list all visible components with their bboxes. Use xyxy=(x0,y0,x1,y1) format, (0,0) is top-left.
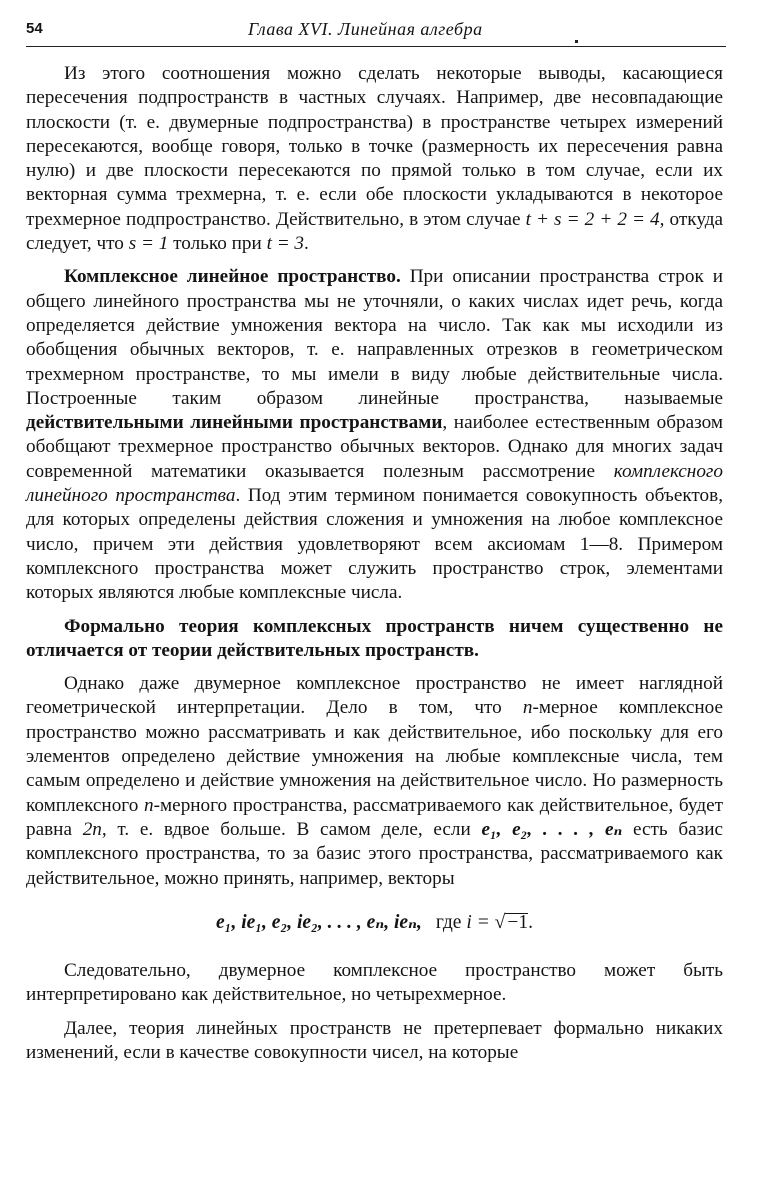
paragraph-complex-space: Комплексное линейное пространство. При описании пространства строк и общего линейного пространства мы не уточняли, о каких числах идет речь, когда определяется действие умножения вектора на число. Так как мы исходили из обобщения обычных векторов, т. е. направленных отрезков в геометрическом трехмерном пространстве, то мы имели в виду любые действительные числа. Построенные таким образом линейные пространства, называемые действительными линейными пространствами, наиболее естественным образом обобщают трехмерное пространство обычных векторов. Однако для многих задач современной математики оказывается полезным рассмотрение комплексного линейного пространства. Под этим термином понимается совокупность объектов, для которых определены действия сложения и умножения на любое комплексное число, причем эти действия удовлетворяют всем аксиомам 1—8. Примером комплексного пространства может служить пространство строк, элементами которых являются любые комплексные числа. xyxy=(26,266,724,604)
formula-vectors: e₁, ie₁, e₂, ie₂, . . . , eₙ, ieₙ, xyxy=(215,911,422,933)
page-body xyxy=(26,62,723,1065)
section-title: Комплексное линейное пространство. xyxy=(64,266,401,288)
formula-i-eq: i = xyxy=(466,911,495,933)
paragraph-intersections: Из этого соотношения можно сделать некоторые выводы, касающиеся пересечения подпространств в частных случаях. Например, две несовпадающие плоскости (т. е. двумерные подпространства) в пространстве четырех измерений пересекаются, вообще говоря, только в точке (размерность их пересечения равна нулю) и две плоскости пересекаются по прямой только в том случае, если их векторная сумма трехмерна, т. е. если обе плоскости укладываются в некоторое трехмерное подпространство. Действительно, в этом случае t + s = 2 + 2 = 4, откуда следует, что s = 1 только при t = 3. xyxy=(26,63,723,255)
math-t-plus-s: t + s = 2 + 2 = 4 xyxy=(525,208,660,230)
math-t-eq-3: t = 3 xyxy=(266,233,305,255)
term-real-spaces: действительными линейными пространствами xyxy=(26,412,443,434)
formula-radicand: −1 xyxy=(507,911,529,933)
term-complex-space: комплексного линейного пространства xyxy=(26,460,723,507)
running-head: Глава XVI. Линейная алгебра xyxy=(248,19,483,39)
basis-vectors: e₁, e₂, . . . , eₙ xyxy=(481,818,623,840)
print-speck xyxy=(575,40,578,43)
paragraph-conclusion: Следовательно, двумерное комплексное пространство может быть интерпретировано как действительное, но четырехмерное. xyxy=(26,960,723,1006)
page-number: 54 xyxy=(26,20,43,37)
formula-where: где xyxy=(435,911,462,933)
display-formula: e₁, ie₁, e₂, ie₂, . . . , eₙ, ieₙ, где i = √ −1. xyxy=(215,911,533,933)
math-s-eq-1: s = 1 xyxy=(128,233,169,255)
paragraph-interpretation: Однако даже двумерное комплексное пространство не имеет наглядной геометрической интерпретации. Дело в том, что n-мерное комплексное пространство можно рассматривать и как действительное, ибо поскольку для его элементов определено действие умножения на любые комплексные числа, тем самым определено и действие умножения на действительное число. Но размерность комплексного n-мерного пространства, рассматриваемого как действительное, будет равна 2n, т. е. вдвое больше. В самом деле, если e₁, e₂, . . . , eₙ есть базис комплексного пространства, то за базис этого пространства, рассматриваемого как действительное, можно принять, например, векторы xyxy=(26,673,723,889)
sqrt-sign: √ xyxy=(494,911,506,933)
paragraph-further: Далее, теория линейных пространств не претерпевает формально никаких изменений, если в качестве совокупности чисел, на которые xyxy=(26,1017,723,1063)
header-rule xyxy=(26,46,726,47)
paragraph-formal-theory: Формально теория комплексных пространств ничем существенно не отличается от теории действительных пространств. xyxy=(26,615,723,661)
page-header xyxy=(26,20,726,44)
